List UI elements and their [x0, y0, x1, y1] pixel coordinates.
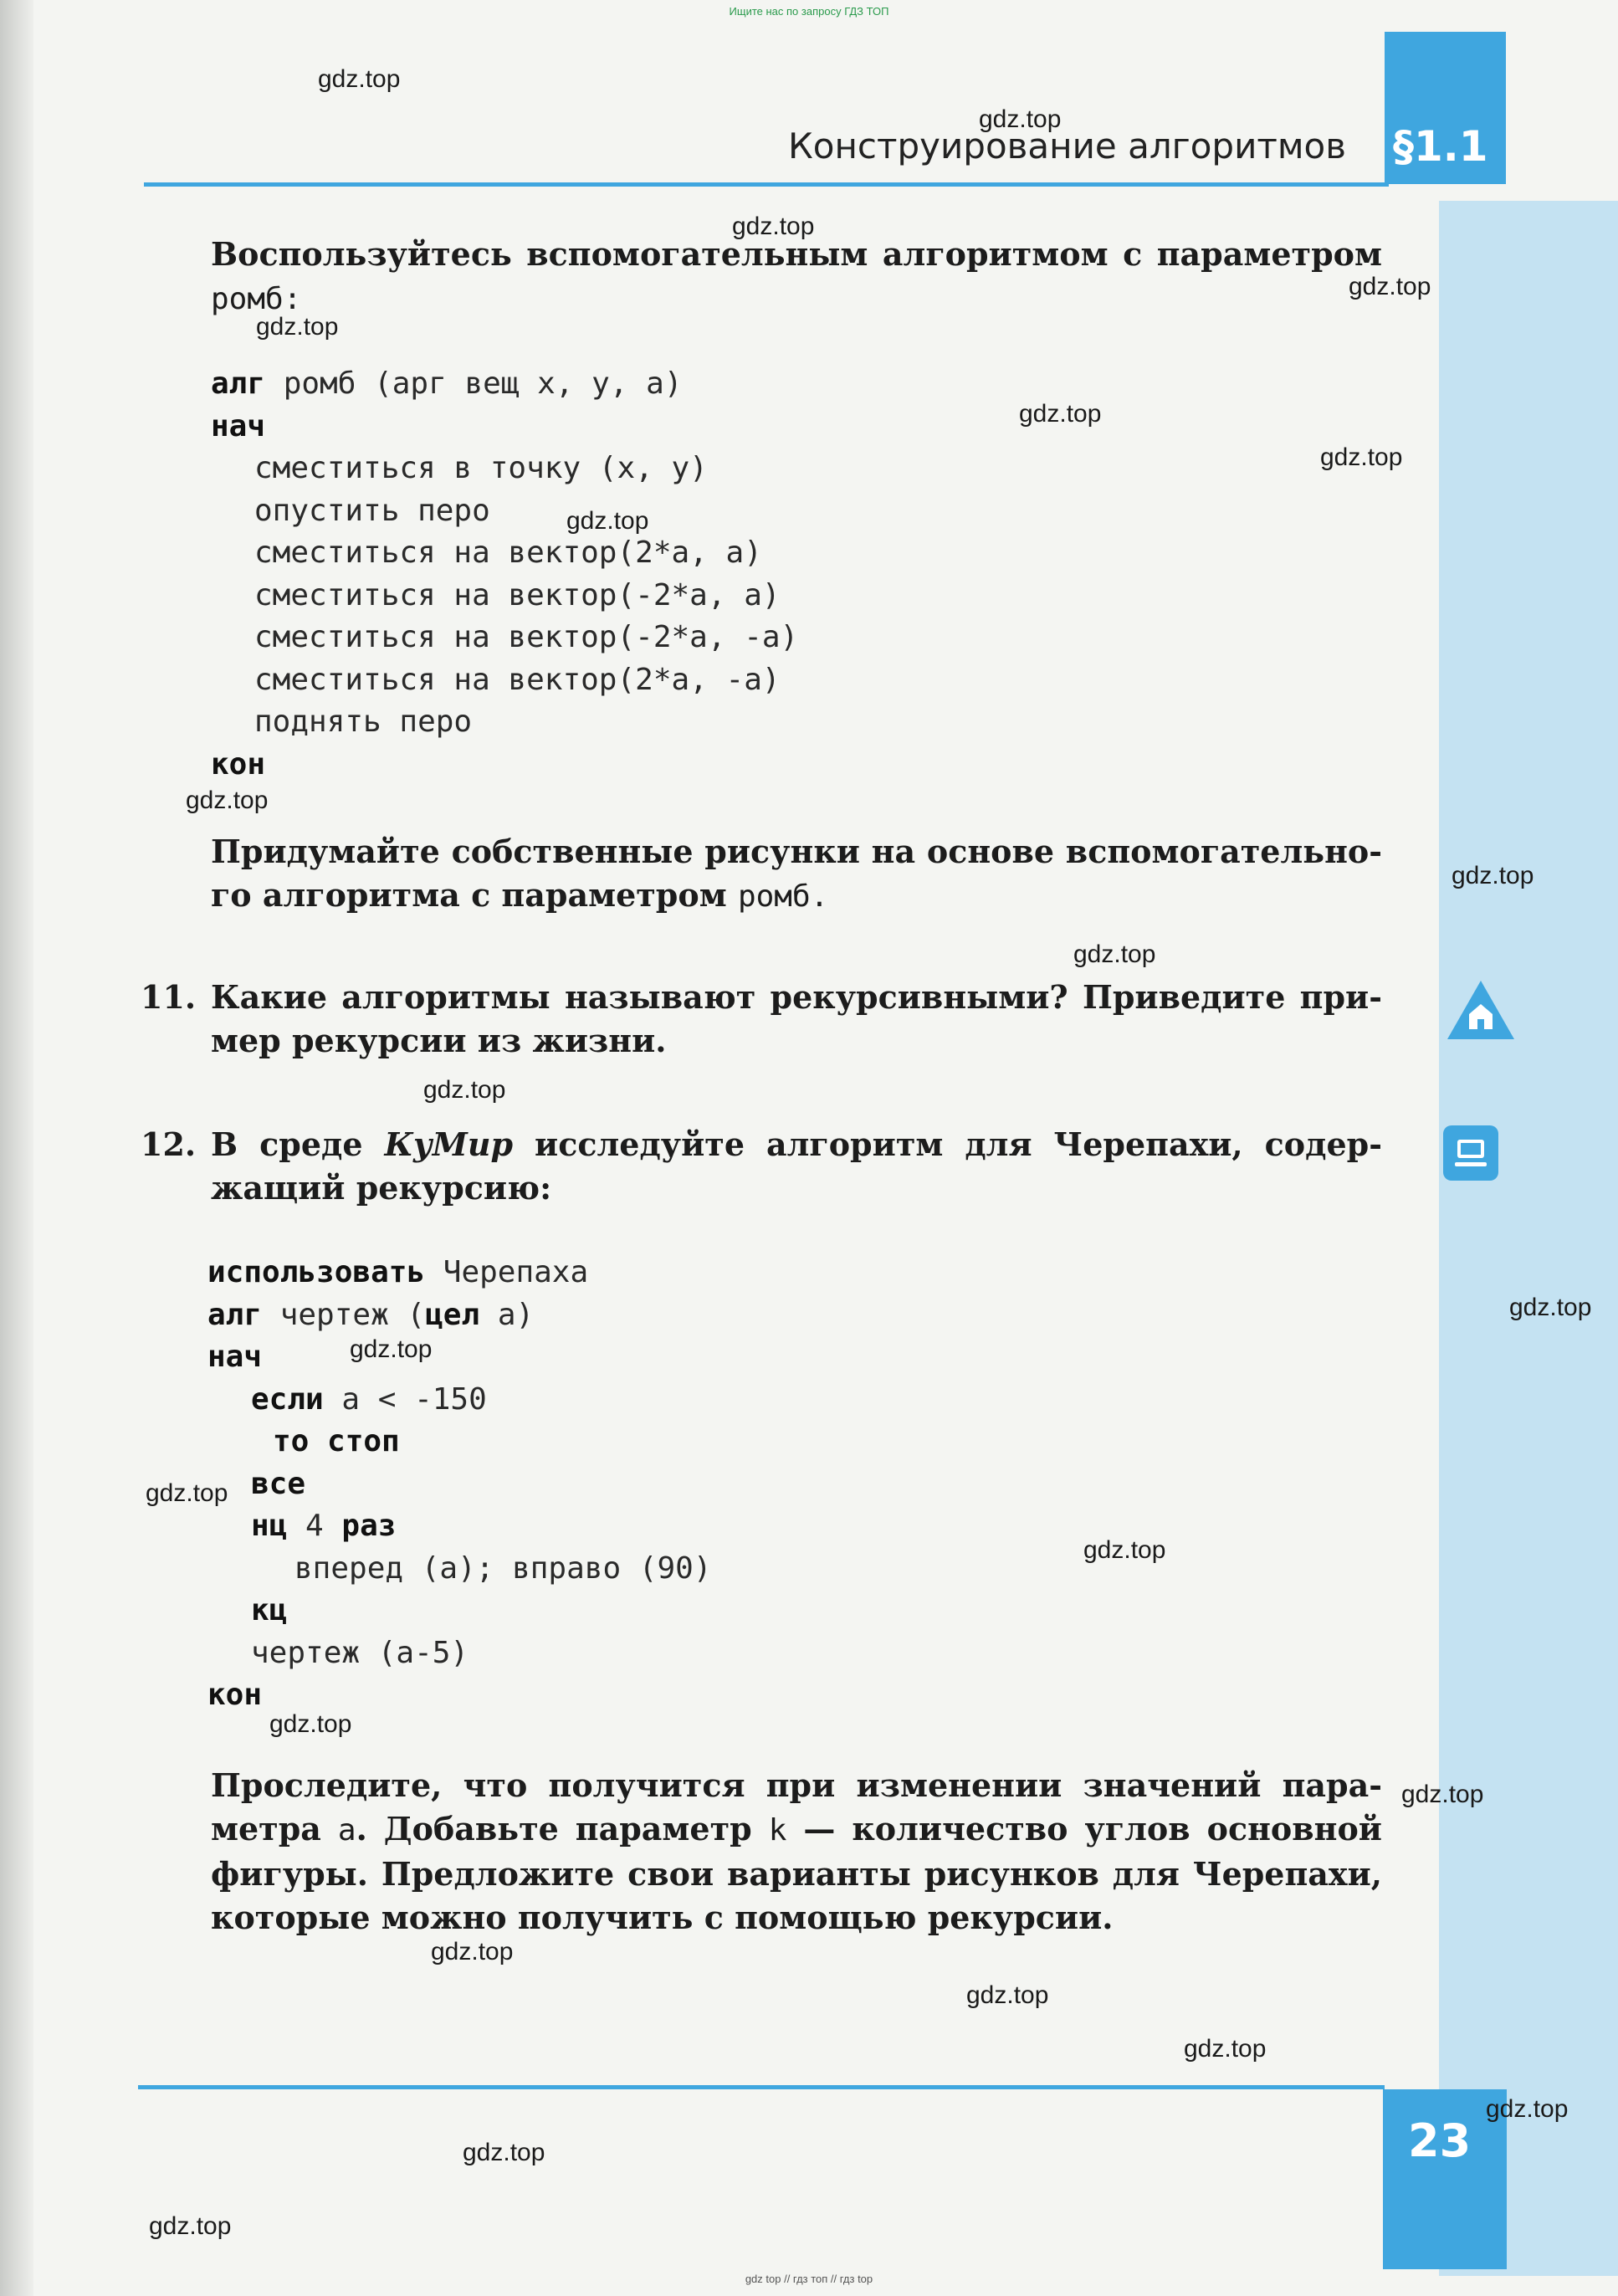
- code-text: ромб (арг вещ x, y, a): [265, 366, 683, 401]
- trace-line2-e: — количество углов основной: [786, 1810, 1382, 1848]
- code-line: [251, 1467, 305, 1509]
- code-line: [254, 578, 781, 621]
- code-text: поднять перо: [254, 705, 473, 739]
- code-line: [254, 620, 798, 663]
- code-line: [251, 1636, 469, 1678]
- code-line: [254, 705, 472, 747]
- trace-param-a: a: [337, 1813, 356, 1848]
- code-line: [251, 1593, 287, 1636]
- code-keyword: алг: [207, 1297, 263, 1332]
- invent-line1: Придумайте собственные рисунки на основе вспомогательно-: [211, 833, 1382, 870]
- chapter-title: Конструирование алгоритмов: [787, 126, 1346, 167]
- section-label: §1.1: [1393, 122, 1488, 171]
- invent-line2-param: ромб.: [737, 879, 829, 914]
- page-fold-shadow: [0, 0, 33, 2296]
- code-keyword: использовать: [207, 1255, 426, 1289]
- code-line: [207, 1340, 262, 1382]
- watermark: gdz.top: [732, 213, 815, 240]
- watermark: gdz.top: [1452, 862, 1534, 889]
- watermark: gdz.top: [1349, 273, 1431, 300]
- code-keyword: нц: [251, 1509, 288, 1543]
- code-line: [251, 1382, 487, 1425]
- code-line: [207, 1255, 588, 1298]
- watermark: gdz.top: [1019, 400, 1102, 428]
- code-line: [254, 663, 781, 705]
- invent-line2: [211, 876, 828, 914]
- code-keyword: цел: [425, 1297, 480, 1332]
- code-line: [207, 1678, 262, 1720]
- q12-line1: [211, 1123, 1382, 1166]
- code-text: сместиться в точку (x, y): [254, 451, 708, 485]
- q11-number: 11.: [141, 978, 197, 1016]
- code-keyword: алг: [211, 366, 266, 401]
- bottom-note: gdz top // гдз топ // гдз top: [745, 2273, 873, 2285]
- q12-post: исследуйте алгоритм для Черепахи, содер-: [513, 1125, 1382, 1163]
- intro-paragraph: [211, 233, 1382, 321]
- watermark: gdz.top: [463, 2139, 545, 2166]
- trace-line3: фигуры. Предложите свои варианты рисунков для Черепахи,: [211, 1855, 1382, 1893]
- computer-icon[interactable]: [1443, 1125, 1498, 1181]
- code-line: [273, 1424, 400, 1467]
- code-line: [211, 366, 683, 409]
- q12-number: 12.: [141, 1125, 197, 1163]
- watermark: gdz.top: [1073, 940, 1156, 968]
- code-keyword: если: [251, 1381, 324, 1417]
- watermark: gdz.top: [1320, 443, 1403, 471]
- code-text: a): [479, 1297, 535, 1332]
- watermark: gdz.top: [1184, 2035, 1267, 2063]
- code-text: сместиться на вектор(2*a, -a): [254, 662, 781, 697]
- code-keyword: то стоп: [273, 1424, 400, 1458]
- watermark: gdz.top: [966, 1981, 1049, 2009]
- invent-paragraph: [211, 830, 1382, 919]
- code-keyword: кон: [211, 746, 266, 782]
- intro-text: Воспользуйтесь вспомогательным алгоритмом с параметром: [211, 235, 1382, 273]
- watermark: gdz.top: [146, 1479, 228, 1507]
- code-keyword: нач: [207, 1340, 263, 1374]
- header-rule: [144, 182, 1389, 187]
- trace-param-k: k: [768, 1813, 787, 1848]
- code-line: [251, 1509, 396, 1551]
- watermark: gdz.top: [256, 313, 339, 341]
- watermark: gdz.top: [1401, 1781, 1484, 1808]
- watermark: gdz.top: [318, 65, 401, 93]
- code-keyword: кц: [251, 1593, 288, 1627]
- watermark: gdz.top: [423, 1076, 506, 1104]
- section-tab: [1385, 32, 1506, 184]
- watermark: gdz.top: [149, 2212, 232, 2240]
- code-text: сместиться на вектор(-2*a, -a): [254, 620, 799, 654]
- code-text: 4: [287, 1509, 342, 1543]
- q11-paragraph: [211, 976, 1382, 1063]
- watermark: gdz.top: [269, 1710, 352, 1738]
- code-keyword: нач: [211, 408, 266, 443]
- code-line: [254, 536, 762, 578]
- trace-line2-c: . Добавьте параметр: [356, 1810, 769, 1848]
- code-keyword: все: [251, 1466, 306, 1501]
- intro-param: ромб:: [211, 282, 302, 316]
- code-keyword: раз: [341, 1509, 397, 1543]
- trace-line4: которые можно получить с помощью рекурсии.: [211, 1899, 1114, 1936]
- q12-pre: В среде: [211, 1125, 385, 1163]
- q11-line1: Какие алгоритмы называют рекурсивными? Приведите при-: [211, 978, 1382, 1016]
- sidebar-strip: [1439, 201, 1618, 2276]
- trace-line1: Проследите, что получится при изменении значений пара-: [211, 1766, 1382, 1804]
- code-text: вперед (a); вправо (90): [294, 1550, 712, 1586]
- trace-line2: [211, 1807, 1382, 1853]
- trace-paragraph: [211, 1764, 1382, 1940]
- code-line: [207, 1298, 534, 1340]
- footer-rule: [138, 2085, 1385, 2089]
- watermark: gdz.top: [566, 507, 649, 535]
- code-text: опустить перо: [254, 493, 490, 528]
- q11-line2: мер рекурсии из жизни.: [211, 1022, 667, 1059]
- page-number: 23: [1408, 2114, 1472, 2167]
- trace-line2-a: метра: [211, 1810, 338, 1848]
- q12-paragraph: [211, 1123, 1382, 1210]
- code-line: [211, 409, 265, 452]
- home-icon[interactable]: [1446, 979, 1516, 1041]
- code-text: Черепаха: [425, 1255, 589, 1289]
- code-line: [211, 747, 265, 790]
- watermark: gdz.top: [1486, 2095, 1569, 2123]
- code-keyword: кон: [207, 1678, 263, 1712]
- q12-line2: жащий рекурсию:: [211, 1169, 552, 1207]
- code-text: a < -150: [323, 1381, 487, 1417]
- watermark: gdz.top: [1083, 1536, 1166, 1564]
- watermark: gdz.top: [186, 787, 269, 814]
- code-line: [294, 1551, 712, 1594]
- code-text: сместиться на вектор(2*a, a): [254, 536, 762, 570]
- watermark: gdz.top: [350, 1335, 433, 1363]
- code-text: сместиться на вектор(-2*a, a): [254, 577, 781, 612]
- watermark: gdz.top: [431, 1938, 514, 1965]
- code-text: чертеж (a-5): [251, 1635, 469, 1670]
- code-text: чертеж (: [262, 1297, 426, 1332]
- code-line: [254, 451, 708, 494]
- watermark: gdz.top: [979, 105, 1062, 133]
- invent-line2-text: го алгоритма с параметром: [211, 876, 738, 914]
- code-line: [254, 494, 490, 536]
- q12-env: КуМир: [384, 1125, 514, 1163]
- watermark: gdz.top: [1509, 1294, 1592, 1321]
- top-note: Ищите нас по запросу ГДЗ ТОП: [729, 5, 889, 18]
